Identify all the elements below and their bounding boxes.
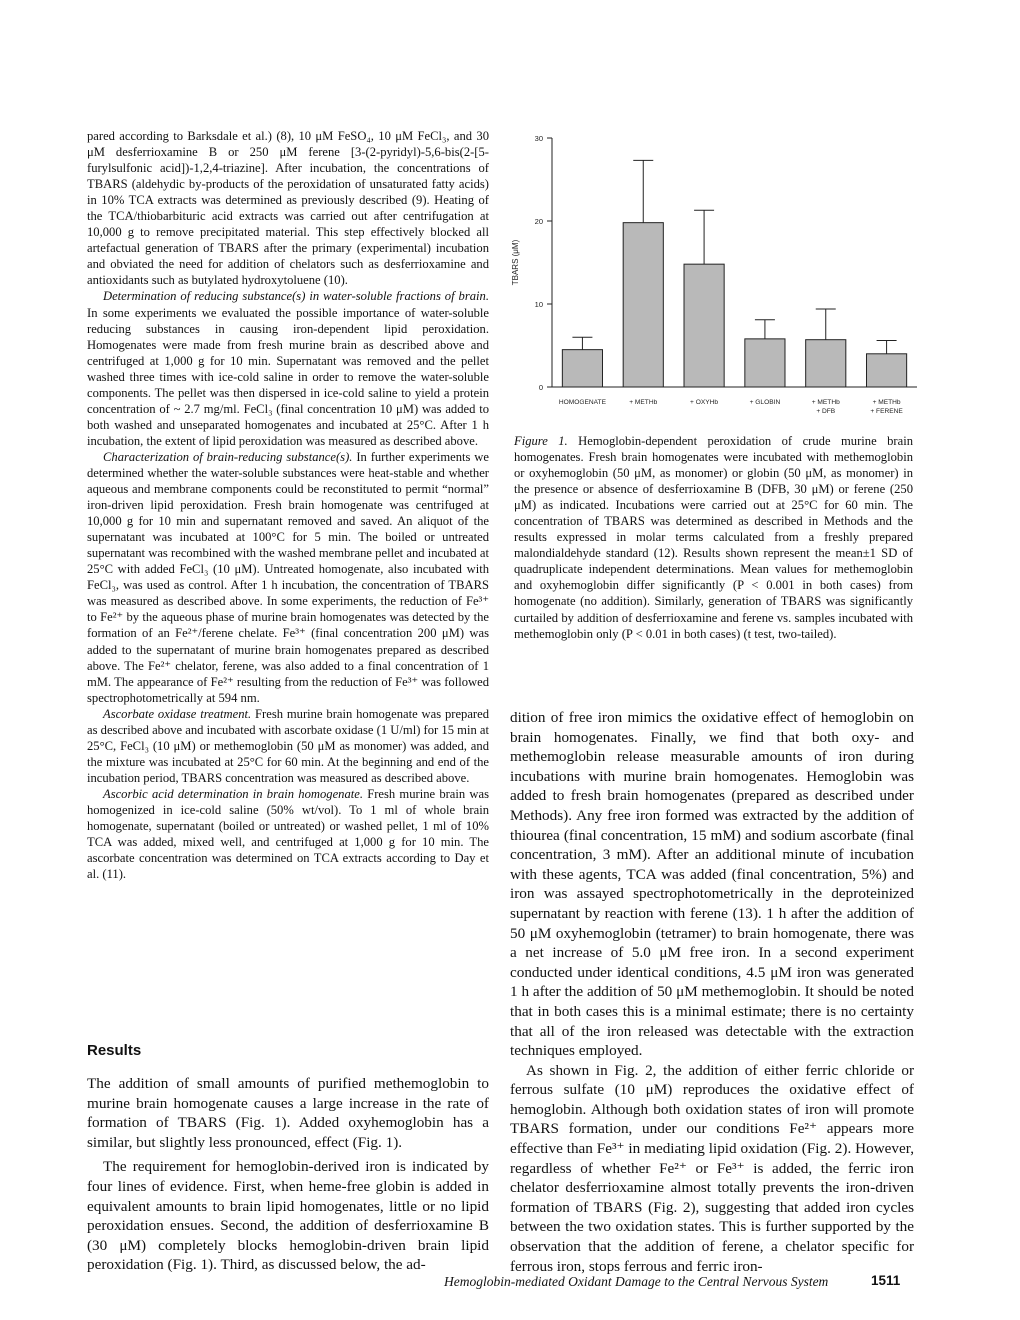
results-paragraph-4: As shown in Fig. 2, the addition of either ferric chloride or ferrous sulfate (10 μM) reproduces the oxidative effect of hemoglobin. Although both oxidation states of iron will promote TBARS formation, under our conditions Fe²⁺ appears more effective than Fe³⁺ in mediating lipid oxidation (Fig. 2). However, regardless of whether Fe²⁺ or Fe³⁺ is added, the ferric iron chelator desferrioxamine almost totally prevents the iron-driven formation of TBARS (Fig. 2), suggesting that added iron cycles between the two oxidation states. This is further supported by the observation that the addition of ferene, a chelator specific for ferrous iron, stops ferrous and ferric iron- (510, 1061, 914, 1275)
x-tick-label: + DFB (816, 408, 836, 415)
subsection-text: Fresh murine brain homogenate was prepared as described above and incubated with ascorbate oxidase (1 U/ml) for 15 min at 25°C, FeCl₃ (10 μM) or methemoglobin (50 μM as monomer) was added, and the mixture was incubated at 25°C for 60 min. At the beginning and end of the incubation period, TBARS concentration was measured as described above. (87, 706, 489, 785)
bar (745, 339, 785, 387)
results-body (87, 1074, 489, 1275)
figure-1-chart (505, 128, 925, 428)
subsection-heading: Ascorbic acid determination in brain homogenate. (103, 786, 363, 801)
caption-text: Hemoglobin-dependent peroxidation of crude murine brain homogenates. Fresh brain homogenates were incubated with methemoglobin or oxyhemoglobin (50 μM, as monomer) or globin (50 μM, as monomer) in the presence or absence of desferrioxamine B (DFB, 30 μM) or ferene (250 μM) as indicated. Incubations were carried out at 25°C for 60 min. The concentration of TBARS was determined as described in Methods and the results expressed in molar terms calculated from a freshly prepared malondialdehyde standard (12). Results shown represent the mean±1 SD of quadruplicate independent determinations. Mean values for methemoglobin and oxyhemoglobin differ significantly (P < 0.001 in both cases) from homogenate (no addition). Similarly, generation of TBARS was significantly curtailed by addition of desferrioxamine and ferene vs. samples incubated with methemoglobin only (P < 0.01 in both cases) (t test, two-tailed). (514, 434, 913, 641)
left-column-methods (87, 128, 489, 882)
results-heading: Results (87, 1042, 142, 1059)
caption-label: Figure 1. (514, 434, 568, 448)
x-tick-label: + METHb (872, 399, 901, 406)
y-tick-label: 20 (534, 217, 543, 226)
x-tick-label: HOMOGENATE (558, 399, 606, 406)
running-footer-title: Hemoglobin-mediated Oxidant Damage to the Central Nervous System (444, 1274, 829, 1289)
results-paragraph-1: The addition of small amounts of purified methemoglobin to murine brain homogenate causes a large increase in the rate of formation of TBARS (Fig. 1). Added oxyhemoglobin has a similar, but slightly less pronounced, effect (Fig. 1). (87, 1075, 489, 1151)
x-tick-label: + GLOBIN (749, 399, 781, 406)
x-tick-label: + FERENE (870, 408, 903, 415)
methods-paragraph-4 (87, 706, 489, 786)
bar (562, 350, 602, 387)
methods-paragraph-5 (87, 786, 489, 882)
subsection-heading: Characterization of brain-reducing substance(s). (103, 449, 353, 464)
methods-paragraph-2 (87, 288, 489, 448)
bar (684, 264, 724, 387)
results-paragraph-2: The requirement for hemoglobin-derived iron is indicated by four lines of evidence. First, when heme-free globin is added in equivalent amounts to brain lipid homogenates, little or no lipid peroxidation ensues. Second, the addition of desferrioxamine B (30 μM) completely blocks hemoglobin-driven brain lipid peroxidation (Fig. 1). Third, as discussed below, the ad- (87, 1158, 489, 1274)
results-paragraph-3: dition of free iron mimics the oxidative effect of hemoglobin on brain homogenates. Finally, we find that both oxy- and methemoglobin release measurable amounts of iron during incubations with murine brain homogenates. Hemoglobin was added to fresh brain homogenates (prepared as described under Methods). Any free iron formed was extracted by the addition of thiourea (final concentration, 15 mM) and sodium ascorbate (final concentration, 3 mM). After an additional minute of incubation with these agents, TCA was added (final concentration, 5%) and iron was assayed spectrophotometrically in the deproteinized supernatant by reaction with ferene (13). 1 h after the addition of 50 μM oxyhemoglobin (tetramer) to brain homogenate, there was a net increase of 5.0 μM free iron. In a second experiment conducted under identical conditions, 4.5 μM iron was generated 1 h after the addition of 50 μM methemoglobin. It should be noted that in both cases this is a minimal estimate; there is no certainty that all of the iron released was detectable with the extraction techniques employed. (510, 709, 914, 1060)
bar (806, 340, 846, 387)
y-tick-label: 30 (534, 134, 543, 143)
x-tick-label: + METHb (811, 399, 840, 406)
bar (623, 223, 663, 387)
y-tick-label: 10 (534, 300, 543, 309)
subsection-text: Fresh murine brain was homogenized in ice-cold saline (50% wt/vol). To 1 ml of whole brain homogenate, supernatant (boiled or untreated) or washed pellet, 1 ml of 10% TCA was added, mixed well, and centrifuged at 1,000 g for 10 min. The ascorbate concentration was determined on TCA extracts according to Day et al. (11). (87, 786, 489, 882)
right-column-results (510, 708, 914, 1276)
subsection-heading: Determination of reducing substance(s) in water-soluble fractions of brain. (103, 289, 489, 304)
subsection-text: In some experiments we evaluated the possible importance of water-soluble reducing substances in causing iron-dependent lipid peroxidation. Homogenates were made from fresh murine brain as described above and centrifuged at 1,000 g for 10 min. Supernatant was removed and the pellet washed three times with ice-cold saline in order to remove the water-soluble components. The pellet was then dispersed in ice-cold saline to yield a protein concentration of ~ 2.7 mg/ml. FeCl₃ (final concentration 10 μM) was added to both washed and unseparated homogenates and incubated at 25°C. After 1 h incubation, the extent of lipid peroxidation was measured as described above. (87, 305, 489, 448)
methods-paragraph-1: pared according to Barksdale et al.) (8), 10 μM FeSO₄, 10 μM FeCl₃, and 30 μM desferrioxamine B or 250 μM ferene [3-(2-pyridyl)-5,6-bis(2-[5-furylsulfonic acid])-1,2,4-triazine]. After incubation, the concentrations of TBARS (aldehydic by-products of the peroxidation of unsaturated fatty acids) in 10% TCA extracts was determined as previously described (9). Heating of the TCA/thiobarbituric acid extracts was carried out after centrifugation at 10,000 g to remove precipitated material. This step effectively blocked all artefactual generation of TBARS after the primary (experimental) incubation and obviated the need for addition of chelators such as desferrioxamine and antioxidants such as butylated hydroxytoluene (10). (87, 129, 489, 288)
y-tick-label: 0 (538, 383, 543, 392)
subsection-text: In further experiments we determined whether the water-soluble substances were heat-stable and whether aqueous and membrane components could be reconstituted to permit “normal” iron-driven lipid peroxidation. Fresh brain homogenate was centrifuged at 10,000 g for 10 min and supernatant removed and saved. An aliquot of the supernatant was incubated at 100°C for 5 min. The boiled or untreated supernatant was recombined with the washed membrane pellet and incubated at 25°C with added FeCl₃ (10 μM). Untreated homogenate, also incubated with FeCl₃, was used as control. After 1 h incubation, the concentration of TBARS was measured as described above. In some experiments, the reduction of Fe³⁺ to Fe²⁺ by the aqueous phase of murine brain homogenates was detected by the formation of an Fe²⁺/ferene chelate. Fe³⁺ (final concentration 200 μM) was added to the supernatant of murine brain homogenates prepared as described above. The Fe²⁺ chelator, ferene, was also added to a final concentration of 1 mM. The appearance of Fe²⁺ resulting from the reduction of Fe³⁺ was followed spectrophotometrically at 594 nm. (87, 449, 489, 705)
x-tick-label: + OXYHb (690, 399, 719, 406)
y-axis-label: TBARS (μM) (511, 239, 520, 286)
x-tick-label: + METHb (629, 399, 658, 406)
subsection-heading: Ascorbate oxidase treatment. (103, 706, 252, 721)
figure-caption (514, 433, 913, 642)
bar (867, 354, 907, 387)
bar-chart (505, 128, 925, 428)
methods-paragraph-3 (87, 449, 489, 706)
page-number: 1511 (871, 1273, 901, 1288)
